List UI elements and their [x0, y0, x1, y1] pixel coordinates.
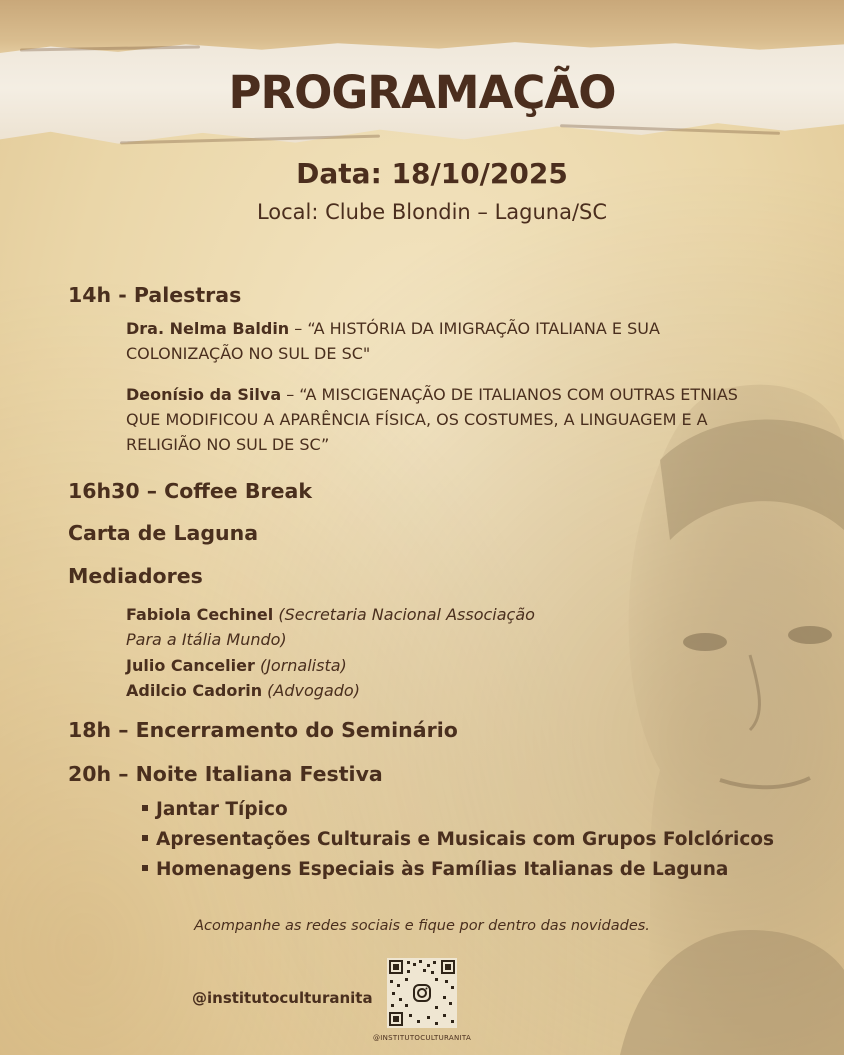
- social-handle[interactable]: @institutoculturanita: [192, 989, 373, 1007]
- follow-text: Acompanhe as redes sociais e fique por dentro das novidades.: [194, 918, 650, 934]
- portrait-image: [600, 370, 844, 1055]
- talk-title: – “A HISTÓRIA DA IMIGRAÇÃO ITALIANA E SUA: [289, 319, 660, 338]
- talk-title: RELIGIÃO NO SUL DE SC”: [126, 435, 330, 454]
- mediator-name: Julio Cancelier: [126, 656, 255, 675]
- noite-heading: 20h – Noite Italiana Festiva: [68, 762, 383, 786]
- list-item-label: Homenagens Especiais às Famílias Italianas de Laguna: [156, 859, 729, 880]
- carta-heading: Carta de Laguna: [68, 521, 259, 545]
- mediator-role: Para a Itália Mundo): [126, 630, 287, 649]
- bullet-icon: [142, 865, 148, 871]
- list-item: [142, 799, 288, 820]
- event-location: Local: Clube Blondin – Laguna/SC: [256, 200, 608, 224]
- speaker-name: Deonísio da Silva: [126, 385, 282, 404]
- list-item: [142, 859, 728, 880]
- mediator-name: Fabiola Cechinel: [126, 605, 274, 624]
- palestras-heading: 14h - Palestras: [68, 283, 242, 307]
- mediator-item: [126, 602, 816, 652]
- qr-code[interactable]: [387, 958, 457, 1028]
- bullet-icon: [142, 805, 148, 811]
- talk-title: COLONIZAÇÃO NO SUL DE SC": [126, 344, 371, 363]
- mediator-item: [126, 653, 816, 678]
- mediator-role: (Jornalista): [254, 656, 347, 675]
- talk-item: [126, 382, 816, 457]
- list-item-label: Jantar Típico: [156, 799, 288, 820]
- qr-caption: @INSTITUTOCULTURANITA: [372, 1034, 472, 1042]
- encerramento-heading: 18h – Encerramento do Seminário: [68, 718, 458, 742]
- list-item-label: Apresentações Culturais e Musicais com Grupos Folclóricos: [156, 829, 775, 850]
- talk-title: QUE MODIFICOU A APARÊNCIA FÍSICA, OS COSTUMES, A LINGUAGEM E A: [126, 410, 708, 429]
- mediator-item: [126, 678, 816, 703]
- page-title: PROGRAMAÇÃO: [228, 66, 616, 119]
- mediator-role: (Advogado): [262, 681, 360, 700]
- talk-item: [126, 316, 816, 366]
- bullet-icon: [142, 835, 148, 841]
- speaker-name: Dra. Nelma Baldin: [126, 319, 290, 338]
- list-item: [142, 829, 774, 850]
- event-date: Data: 18/10/2025: [296, 157, 568, 190]
- coffee-break-heading: 16h30 – Coffee Break: [68, 479, 312, 503]
- mediator-name: Adilcio Cadorin: [126, 681, 263, 700]
- mediator-role: (Secretaria Nacional Associação: [273, 605, 535, 624]
- mediadores-heading: Mediadores: [68, 564, 203, 588]
- instagram-icon: [411, 982, 433, 1004]
- talk-title: – “A MISCIGENAÇÃO DE ITALIANOS COM OUTRAS ETNIAS: [281, 385, 738, 404]
